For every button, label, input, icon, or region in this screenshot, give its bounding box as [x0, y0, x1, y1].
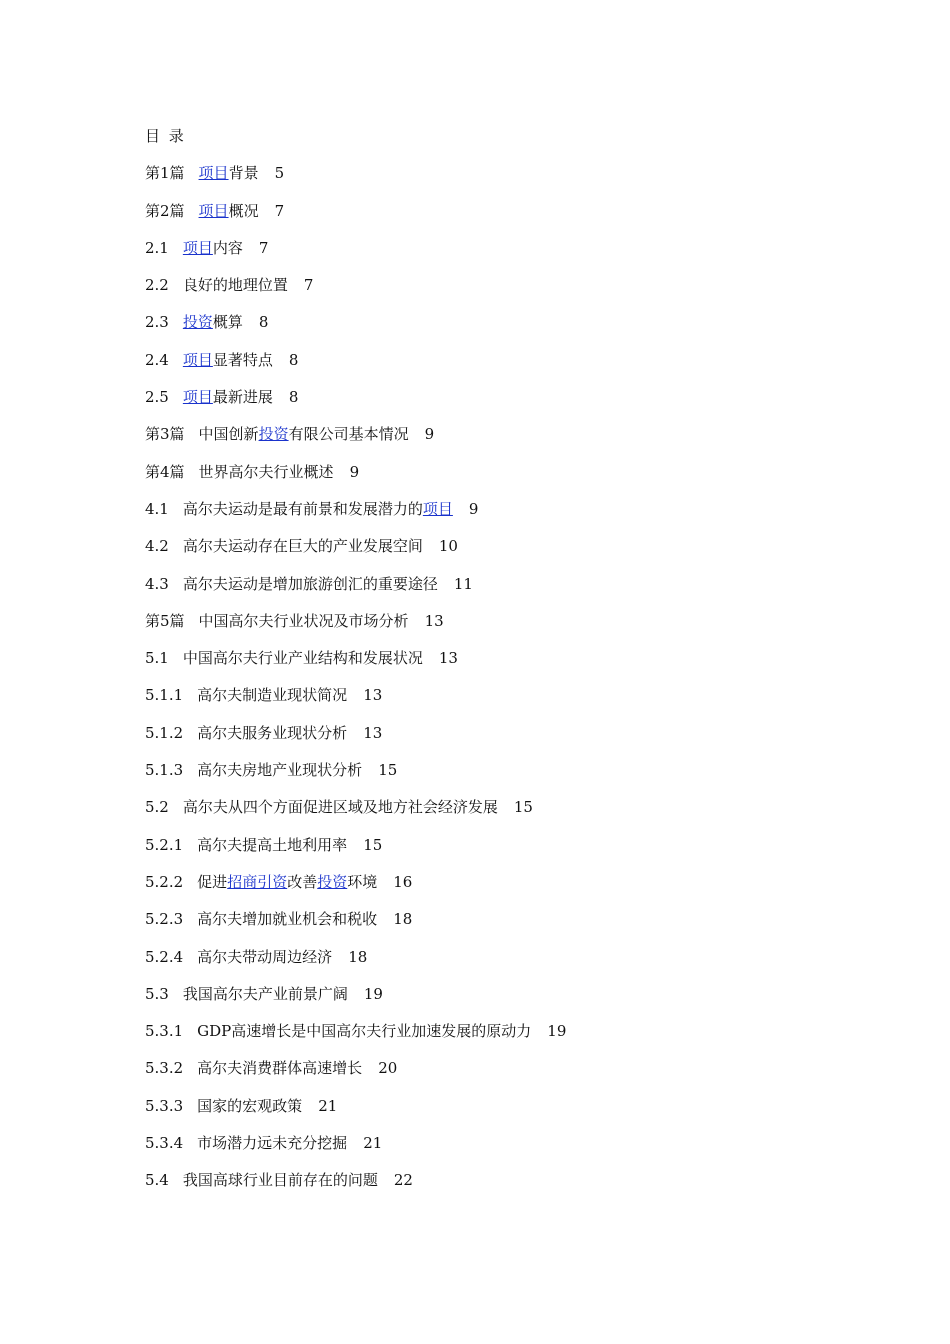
- toc-keyword-link[interactable]: 投资: [258, 425, 289, 444]
- toc-entry: [145, 499, 845, 519]
- toc-page-number: 10: [438, 537, 458, 556]
- toc-entry-text: 环境: [347, 872, 378, 891]
- toc-page-number: 5: [274, 164, 285, 183]
- toc-entry: [145, 648, 845, 668]
- toc-page-number: 15: [378, 761, 398, 780]
- toc-keyword-link[interactable]: 投资: [182, 313, 213, 332]
- toc-title: 目 录: [145, 127, 186, 145]
- toc-page-number: 11: [453, 574, 473, 593]
- toc-entry-number: 第1篇: [145, 164, 185, 183]
- toc-entry-text: 背景: [228, 164, 259, 183]
- toc-keyword-link[interactable]: 项目: [182, 388, 213, 407]
- toc-entry-number: 2.5: [145, 388, 169, 407]
- toc-entry-text: 高尔夫制造业现状简况: [197, 686, 348, 705]
- toc-entry-text: 高尔夫运动存在巨大的产业发展空间: [182, 537, 423, 556]
- toc-page-number: 8: [258, 313, 269, 332]
- toc-entry-text: 高尔夫提高土地利用率: [197, 835, 348, 854]
- toc-page-number: 19: [547, 1022, 567, 1041]
- toc-entry: [145, 984, 845, 1004]
- toc-page-number: 13: [438, 649, 458, 668]
- toc-entry-text: 我国高球行业目前存在的问题: [182, 1171, 378, 1190]
- toc-page-number: 13: [363, 723, 383, 742]
- toc-entry-text: 高尔夫带动周边经济: [197, 947, 333, 966]
- toc-entry: [145, 1021, 845, 1041]
- toc-entry: [145, 387, 845, 407]
- toc-entry: [145, 1170, 845, 1190]
- toc-entry-number: 5.1.2: [145, 723, 184, 742]
- toc-entry-text: 显著特点: [212, 350, 273, 369]
- toc-entry-number: 2.4: [145, 350, 169, 369]
- toc-keyword-link[interactable]: 项目: [182, 238, 213, 257]
- toc-entry-number: 第5篇: [145, 611, 185, 630]
- toc-entry-number: 5.3.2: [145, 1059, 184, 1078]
- toc-keyword-link[interactable]: 项目: [182, 350, 213, 369]
- toc-keyword-link[interactable]: 投资: [317, 872, 348, 891]
- toc-entry-text: 高尔夫服务业现状分析: [197, 723, 348, 742]
- toc-entry-text: 高尔夫增加就业机会和税收: [197, 910, 378, 929]
- toc-page-number: 8: [288, 350, 299, 369]
- toc-entry-number: 5.2.1: [145, 835, 184, 854]
- toc-page-number: 16: [393, 872, 413, 891]
- toc-entry-text: 高尔夫房地产业现状分析: [197, 761, 363, 780]
- toc-page-number: 9: [468, 499, 479, 518]
- toc-entry-number: 5.3.4: [145, 1134, 184, 1153]
- toc-entry: [145, 350, 845, 370]
- toc-page-number: 8: [288, 388, 299, 407]
- toc-keyword-link[interactable]: 项目: [198, 201, 229, 220]
- toc-page-number: 21: [363, 1134, 383, 1153]
- toc-entry-number: 5.2: [145, 798, 169, 817]
- toc-page-number: 15: [363, 835, 383, 854]
- toc-entry-text: 高尔夫运动是最有前景和发展潜力的: [182, 499, 423, 518]
- toc-entry-number: 4.1: [145, 499, 169, 518]
- toc-entry: [145, 835, 845, 855]
- toc-entry: [145, 611, 845, 631]
- toc-entry-number: 第4篇: [145, 462, 185, 481]
- toc-entry-text: 世界高尔夫行业概述: [198, 462, 334, 481]
- toc-entry-number: 5.2.3: [145, 910, 184, 929]
- toc-entry-number: 2.3: [145, 313, 169, 332]
- toc-keyword-link[interactable]: 项目: [422, 499, 453, 518]
- toc-page-number: 21: [318, 1096, 338, 1115]
- document-page: [145, 126, 845, 1208]
- toc-entry: [145, 685, 845, 705]
- toc-entry-text: GDP高速增长是中国高尔夫行业加速发展的原动力: [197, 1022, 532, 1041]
- toc-page-number: 9: [349, 462, 360, 481]
- toc-entry: [145, 201, 845, 221]
- toc-entry-number: 2.2: [145, 276, 169, 295]
- toc-entry-number: 5.3.3: [145, 1096, 184, 1115]
- toc-entry: [145, 574, 845, 594]
- toc-entry-number: 5.3: [145, 984, 169, 1003]
- toc-entry-text: 最新进展: [212, 388, 273, 407]
- toc-entry: [145, 797, 845, 817]
- toc-entry-number: 4.2: [145, 537, 169, 556]
- toc-entry-text: 高尔夫运动是增加旅游创汇的重要途径: [182, 574, 438, 593]
- toc-entry: [145, 872, 845, 892]
- toc-entry-text: 高尔夫消费群体高速增长: [197, 1059, 363, 1078]
- toc-entry-number: 5.1.1: [145, 686, 184, 705]
- toc-entry-number: 第2篇: [145, 201, 185, 220]
- toc-entry-text: 改善: [287, 872, 318, 891]
- toc-entry-number: 5.4: [145, 1171, 169, 1190]
- toc-entry: [145, 760, 845, 780]
- toc-page-number: 9: [424, 425, 435, 444]
- toc-entry-text: 国家的宏观政策: [197, 1096, 303, 1115]
- toc-entry-text: 中国高尔夫行业状况及市场分析: [198, 611, 409, 630]
- toc-page-number: 7: [274, 201, 285, 220]
- toc-entry: [145, 723, 845, 743]
- toc-page-number: 19: [363, 984, 383, 1003]
- toc-keyword-link[interactable]: 项目: [198, 164, 229, 183]
- toc-entry: [145, 163, 845, 183]
- toc-entry-text: 中国创新: [198, 425, 259, 444]
- toc-entry-text: 促进: [197, 872, 228, 891]
- toc-entry-number: 4.3: [145, 574, 169, 593]
- toc-page-number: 18: [348, 947, 368, 966]
- toc-entry-number: 5.2.4: [145, 947, 184, 966]
- toc-page-number: 13: [424, 611, 444, 630]
- toc-entry-number: 第3篇: [145, 425, 185, 444]
- toc-entry-text: 我国高尔夫产业前景广阔: [182, 984, 348, 1003]
- toc-page-number: 7: [303, 276, 314, 295]
- toc-entry-number: 2.1: [145, 238, 169, 257]
- toc-entry-number: 5.2.2: [145, 872, 184, 891]
- toc-entry-number: 5.3.1: [145, 1022, 184, 1041]
- toc-page-number: 7: [258, 238, 269, 257]
- toc-page-number: 18: [393, 910, 413, 929]
- toc-entry: [145, 909, 845, 929]
- toc-page-number: 20: [378, 1059, 398, 1078]
- toc-entry-number: 5.1.3: [145, 761, 184, 780]
- toc-page-number: 22: [393, 1171, 413, 1190]
- toc-entry: [145, 238, 845, 258]
- toc-entry: [145, 1058, 845, 1078]
- toc-entry: [145, 275, 845, 295]
- toc-entry-text: 内容: [212, 238, 243, 257]
- toc-entry: [145, 312, 845, 332]
- toc-page-number: 15: [513, 798, 533, 817]
- toc-entry-text: 市场潜力远未充分挖掘: [197, 1134, 348, 1153]
- toc-entry-text: 概算: [212, 313, 243, 332]
- toc-list: [145, 163, 845, 1190]
- toc-page-number: 13: [363, 686, 383, 705]
- toc-entry-text: 概况: [228, 201, 259, 220]
- toc-entry: [145, 424, 845, 444]
- toc-keyword-link[interactable]: 招商引资: [227, 872, 288, 891]
- toc-entry: [145, 1096, 845, 1116]
- toc-entry: [145, 1133, 845, 1153]
- toc-entry-text: 高尔夫从四个方面促进区域及地方社会经济发展: [182, 798, 498, 817]
- toc-entry-text: 中国高尔夫行业产业结构和发展状况: [182, 649, 423, 668]
- toc-entry-number: 5.1: [145, 649, 169, 668]
- toc-entry-text: 良好的地理位置: [182, 276, 288, 295]
- toc-entry: [145, 462, 845, 482]
- toc-entry: [145, 536, 845, 556]
- toc-entry-text: 有限公司基本情况: [288, 425, 409, 444]
- toc-entry: [145, 947, 845, 967]
